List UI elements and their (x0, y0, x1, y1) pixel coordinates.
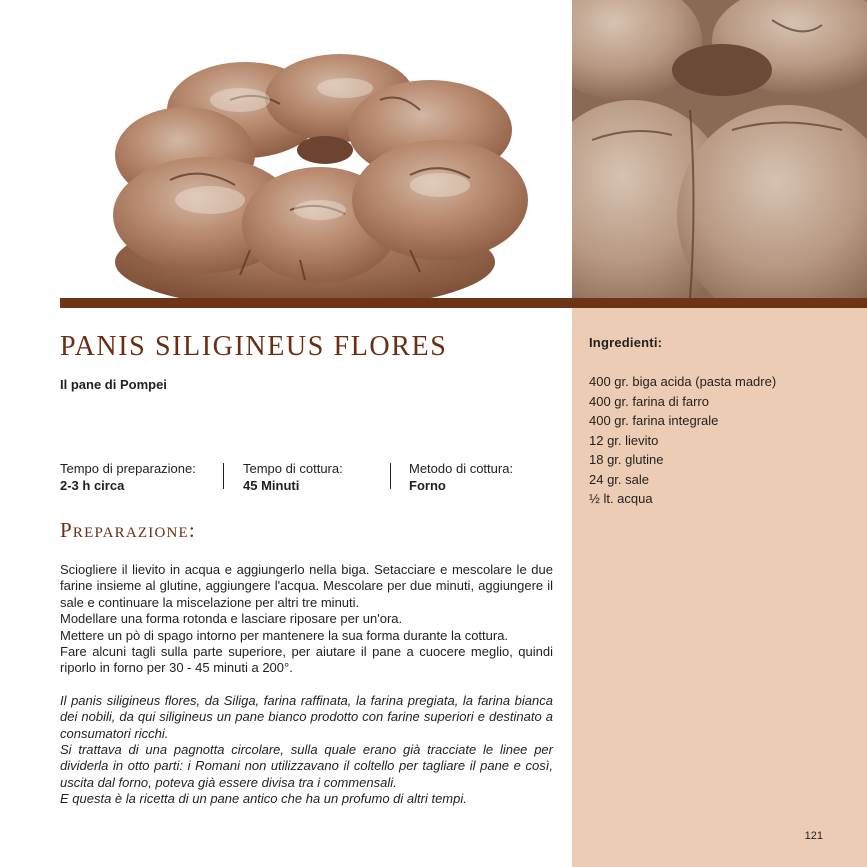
history-note: Si trattava di una pagnotta circolare, sulla quale erano già tracciate le linee per dividerla in otto parti: i Romani non utilizzavano il coltello per tagliare il pane e così, uscita dal forno, poteva già essere divisa tra i commensali. (60, 742, 553, 790)
ingredient-item: 18 gr. glutine (589, 452, 664, 467)
meta-divider (390, 463, 391, 489)
bread-photo (0, 0, 570, 300)
meta-label: Tempo di cottura: (243, 461, 343, 476)
ingredients-panel (572, 308, 867, 867)
meta-value: 45 Minuti (243, 478, 300, 493)
history-note: E questa è la ricetta di un pane antico che ha un profumo di altri tempi. (60, 791, 467, 807)
meta-divider (223, 463, 224, 489)
meta-cook-time (243, 460, 343, 494)
ingredient-item: 12 gr. lievito (589, 432, 659, 448)
ingredient-item: ½ lt. acqua (589, 491, 653, 506)
meta-value: Forno (409, 478, 446, 493)
preparation-step: Modellare una forma rotonda e lasciare riposare per un'ora. (60, 611, 403, 627)
preparation-step: Fare alcuni tagli sulla parte superiore, per aiutare il pane a cuocere meglio, quindi riporlo in forno per 30 - 45 minuti a 200°. (60, 644, 553, 676)
recipe-subtitle: Il pane di Pompei (60, 377, 167, 392)
page-number: 121 (804, 830, 823, 842)
meta-label: Tempo di preparazione: (60, 461, 196, 476)
history-note: Il panis siligineus flores, da Siliga, farina raffinata, la farina pregiata, la farina bianca dei nobili, da qui siligineus un pane bianco prodotto con farine superiori e destinato a consumatori ricchi. (60, 692, 553, 741)
recipe-title: PANIS SILIGINEUS FLORES (60, 331, 448, 362)
ingredient-item: 400 gr. farina integrale (589, 413, 719, 428)
preparation-heading: Preparazione: (60, 518, 196, 542)
bread-detail-photo (572, 0, 867, 300)
accent-band (60, 298, 867, 308)
preparation-step: Mettere un pò di spago intorno per mantenere la sua forma durante la cottura. (60, 627, 509, 643)
ingredient-item: 400 gr. farina di farro (589, 393, 709, 409)
meta-value: 2-3 h circa (60, 478, 125, 493)
preparation-step: Sciogliere il lievito in acqua e aggiungerlo nella biga. Setacciare e mescolare le due farine insieme al glutine, aggiungere l'acqua. Mescolare per due minuti, aggiungere il sale e continuare la miscelazione per altri tre minuti. (60, 562, 553, 610)
ingredient-item: 24 gr. sale (589, 471, 649, 487)
preparation-text (60, 562, 553, 808)
meta-cook-method (409, 460, 513, 494)
ingredient-item: 400 gr. biga acida (pasta madre) (589, 374, 777, 389)
meta-prep-time (60, 460, 196, 494)
ingredients-list (589, 372, 776, 509)
meta-label: Metodo di cottura: (409, 461, 514, 476)
ingredients-heading: Ingredienti: (589, 335, 663, 350)
